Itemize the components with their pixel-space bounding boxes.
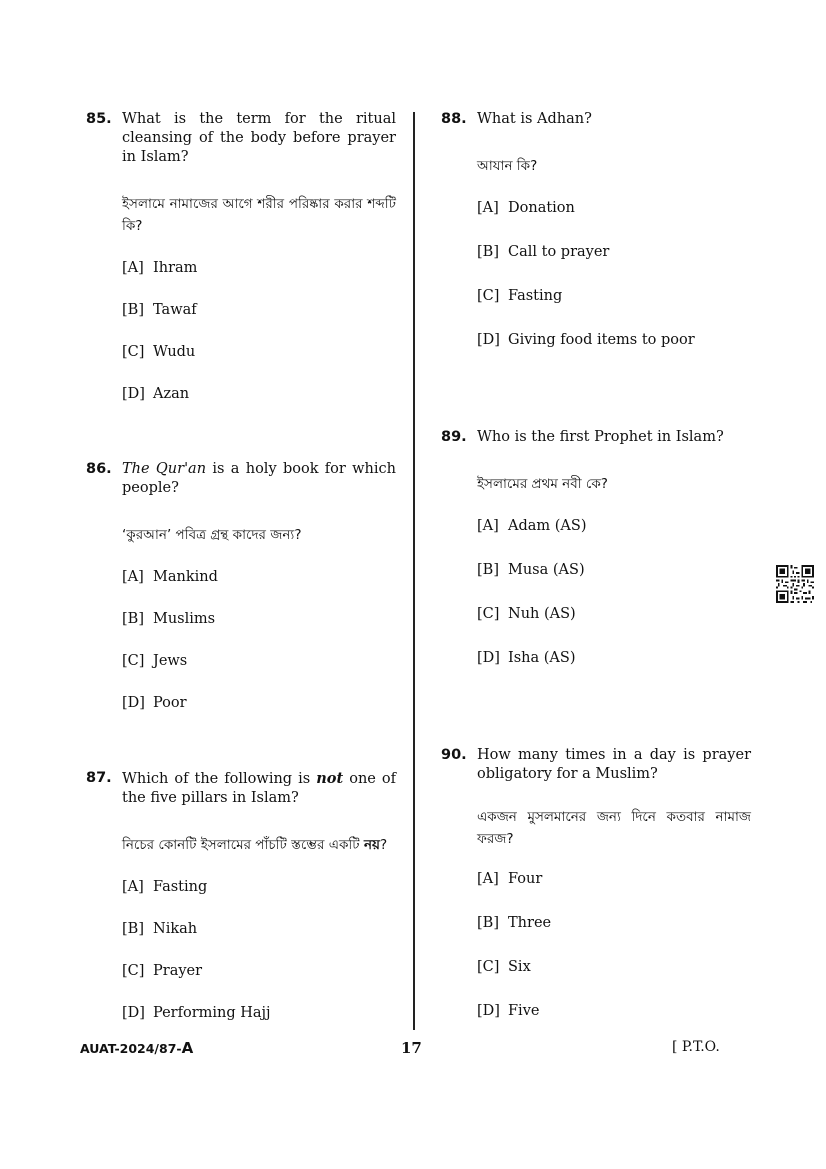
option-b[interactable] <box>122 610 396 652</box>
option-label: [D] <box>122 386 145 402</box>
option-text: Five <box>508 1003 540 1019</box>
option-label: [A] <box>477 518 499 534</box>
option-label: [D] <box>477 332 500 348</box>
book-title: The Qur'an <box>122 461 207 477</box>
option-text: Donation <box>508 200 575 216</box>
question-text <box>122 769 396 808</box>
option-label: [A] <box>122 879 144 895</box>
option-b[interactable] <box>477 243 751 287</box>
question-text-rest: is a holy book for which people? <box>122 461 396 496</box>
option-label: [A] <box>122 260 144 276</box>
option-b[interactable] <box>122 920 396 962</box>
option-text: Performing Hajj <box>153 1005 271 1021</box>
option-label: [B] <box>122 611 144 627</box>
question-text-bengali: ‘কুরআন’ পবিত্র গ্রন্থ কাদের জন্য? <box>122 527 302 543</box>
option-text: Three <box>508 915 552 931</box>
option-text: Four <box>508 871 543 887</box>
option-label: [A] <box>122 569 144 585</box>
option-c[interactable] <box>122 652 396 694</box>
option-c[interactable] <box>122 962 396 1004</box>
question-text-bengali: আযান কি? <box>477 158 538 174</box>
question-number: 85. <box>86 111 112 127</box>
option-text: Azan <box>153 386 190 402</box>
option-label: [D] <box>477 1003 500 1019</box>
column-divider <box>413 112 415 1030</box>
bengali-before: নিচের কোনটি ইসলামের পাঁচটি স্তম্ভের একটি <box>122 837 364 853</box>
question-text-bengali: একজন মুসলমানের জন্য দিনে কতবার নামাজ ফরজ? <box>477 809 751 847</box>
option-label: [C] <box>122 344 145 360</box>
question-text-bengali: ইসলামে নামাজের আগে শরীর পরিষ্কার করার শব্দটি কি? <box>122 196 396 234</box>
page-number: 17 <box>401 1039 422 1057</box>
option-a[interactable] <box>477 517 751 561</box>
option-d[interactable] <box>477 331 751 375</box>
option-a[interactable] <box>477 199 751 243</box>
option-label: [D] <box>122 1005 145 1021</box>
question-text: What is the term for the ritual cleansing of the body before prayer in Islam? <box>122 111 396 165</box>
option-text: Fasting <box>508 288 563 304</box>
option-text: Nikah <box>153 921 198 937</box>
question-text <box>122 460 396 498</box>
options-list <box>477 199 751 375</box>
exam-code-series: A <box>181 1039 194 1057</box>
question-88 <box>441 110 751 375</box>
question-number: 90. <box>441 747 467 763</box>
option-text: Muslims <box>153 611 216 627</box>
options-list <box>477 517 751 693</box>
options-list <box>477 870 751 1046</box>
exam-code <box>80 1039 193 1057</box>
question-text: How many times in a day is prayer obligatory for a Muslim? <box>477 747 751 782</box>
question-text: Who is the first Prophet in Islam? <box>477 429 724 445</box>
bengali-emphasis: নয় <box>363 837 380 853</box>
question-number: 88. <box>441 111 467 127</box>
option-text: Poor <box>153 695 187 711</box>
question-text-bengali: ইসলামের প্রথম নবী কে? <box>477 476 608 492</box>
option-text: Jews <box>153 653 188 669</box>
option-text: Musa (AS) <box>508 562 585 578</box>
option-label: [B] <box>477 244 499 260</box>
question-90 <box>441 746 751 1046</box>
option-c[interactable] <box>477 958 751 1002</box>
option-text: Tawaf <box>153 302 197 318</box>
options-list <box>122 878 396 1046</box>
option-label: [B] <box>477 562 499 578</box>
option-text: Prayer <box>153 963 203 979</box>
question-89 <box>441 428 751 693</box>
option-label: [A] <box>477 200 499 216</box>
exam-code-main: AUAT-2024/87- <box>80 1041 182 1056</box>
option-d[interactable] <box>122 694 396 736</box>
options-list <box>122 259 396 427</box>
question-86 <box>86 460 396 736</box>
option-c[interactable] <box>122 343 396 385</box>
option-a[interactable] <box>122 259 396 301</box>
option-text: Giving food items to poor <box>508 332 695 348</box>
option-label: [B] <box>122 302 144 318</box>
option-text: Isha (AS) <box>508 650 576 666</box>
option-d[interactable] <box>122 385 396 427</box>
option-label: [D] <box>122 695 145 711</box>
option-text: Six <box>508 959 531 975</box>
option-text: Mankind <box>153 569 218 585</box>
question-number: 89. <box>441 429 467 445</box>
question-text-after: one of the five pillars in Islam? <box>122 771 397 806</box>
option-b[interactable] <box>122 301 396 343</box>
option-label: [C] <box>122 653 145 669</box>
option-a[interactable] <box>122 568 396 610</box>
option-label: [C] <box>477 288 500 304</box>
question-87 <box>86 769 396 1046</box>
question-text-before: Which of the following is <box>122 771 317 787</box>
question-text-bengali <box>122 834 396 856</box>
option-a[interactable] <box>122 878 396 920</box>
qr-code-icon <box>776 565 814 603</box>
option-label: [C] <box>477 606 500 622</box>
options-list <box>122 568 396 736</box>
option-c[interactable] <box>477 605 751 649</box>
option-c[interactable] <box>477 287 751 331</box>
pto-label: [ P.T.O. <box>672 1039 720 1055</box>
question-text-emphasis: not <box>316 770 344 787</box>
option-text: Call to prayer <box>508 244 610 260</box>
question-number: 87. <box>86 770 112 786</box>
question-85 <box>86 110 396 427</box>
option-label: [A] <box>477 871 499 887</box>
option-text: Fasting <box>153 879 208 895</box>
option-label: [C] <box>477 959 500 975</box>
option-text: Nuh (AS) <box>508 606 576 622</box>
option-text: Ihram <box>153 260 198 276</box>
option-b[interactable] <box>477 561 751 605</box>
option-text: Adam (AS) <box>508 518 587 534</box>
option-label: [B] <box>122 921 144 937</box>
option-label: [B] <box>477 915 499 931</box>
bengali-after: ? <box>379 837 388 853</box>
option-label: [D] <box>477 650 500 666</box>
option-a[interactable] <box>477 870 751 914</box>
option-text: Wudu <box>153 344 196 360</box>
question-number: 86. <box>86 461 112 477</box>
question-text: What is Adhan? <box>477 111 592 127</box>
option-label: [C] <box>122 963 145 979</box>
option-d[interactable] <box>477 649 751 693</box>
option-b[interactable] <box>477 914 751 958</box>
